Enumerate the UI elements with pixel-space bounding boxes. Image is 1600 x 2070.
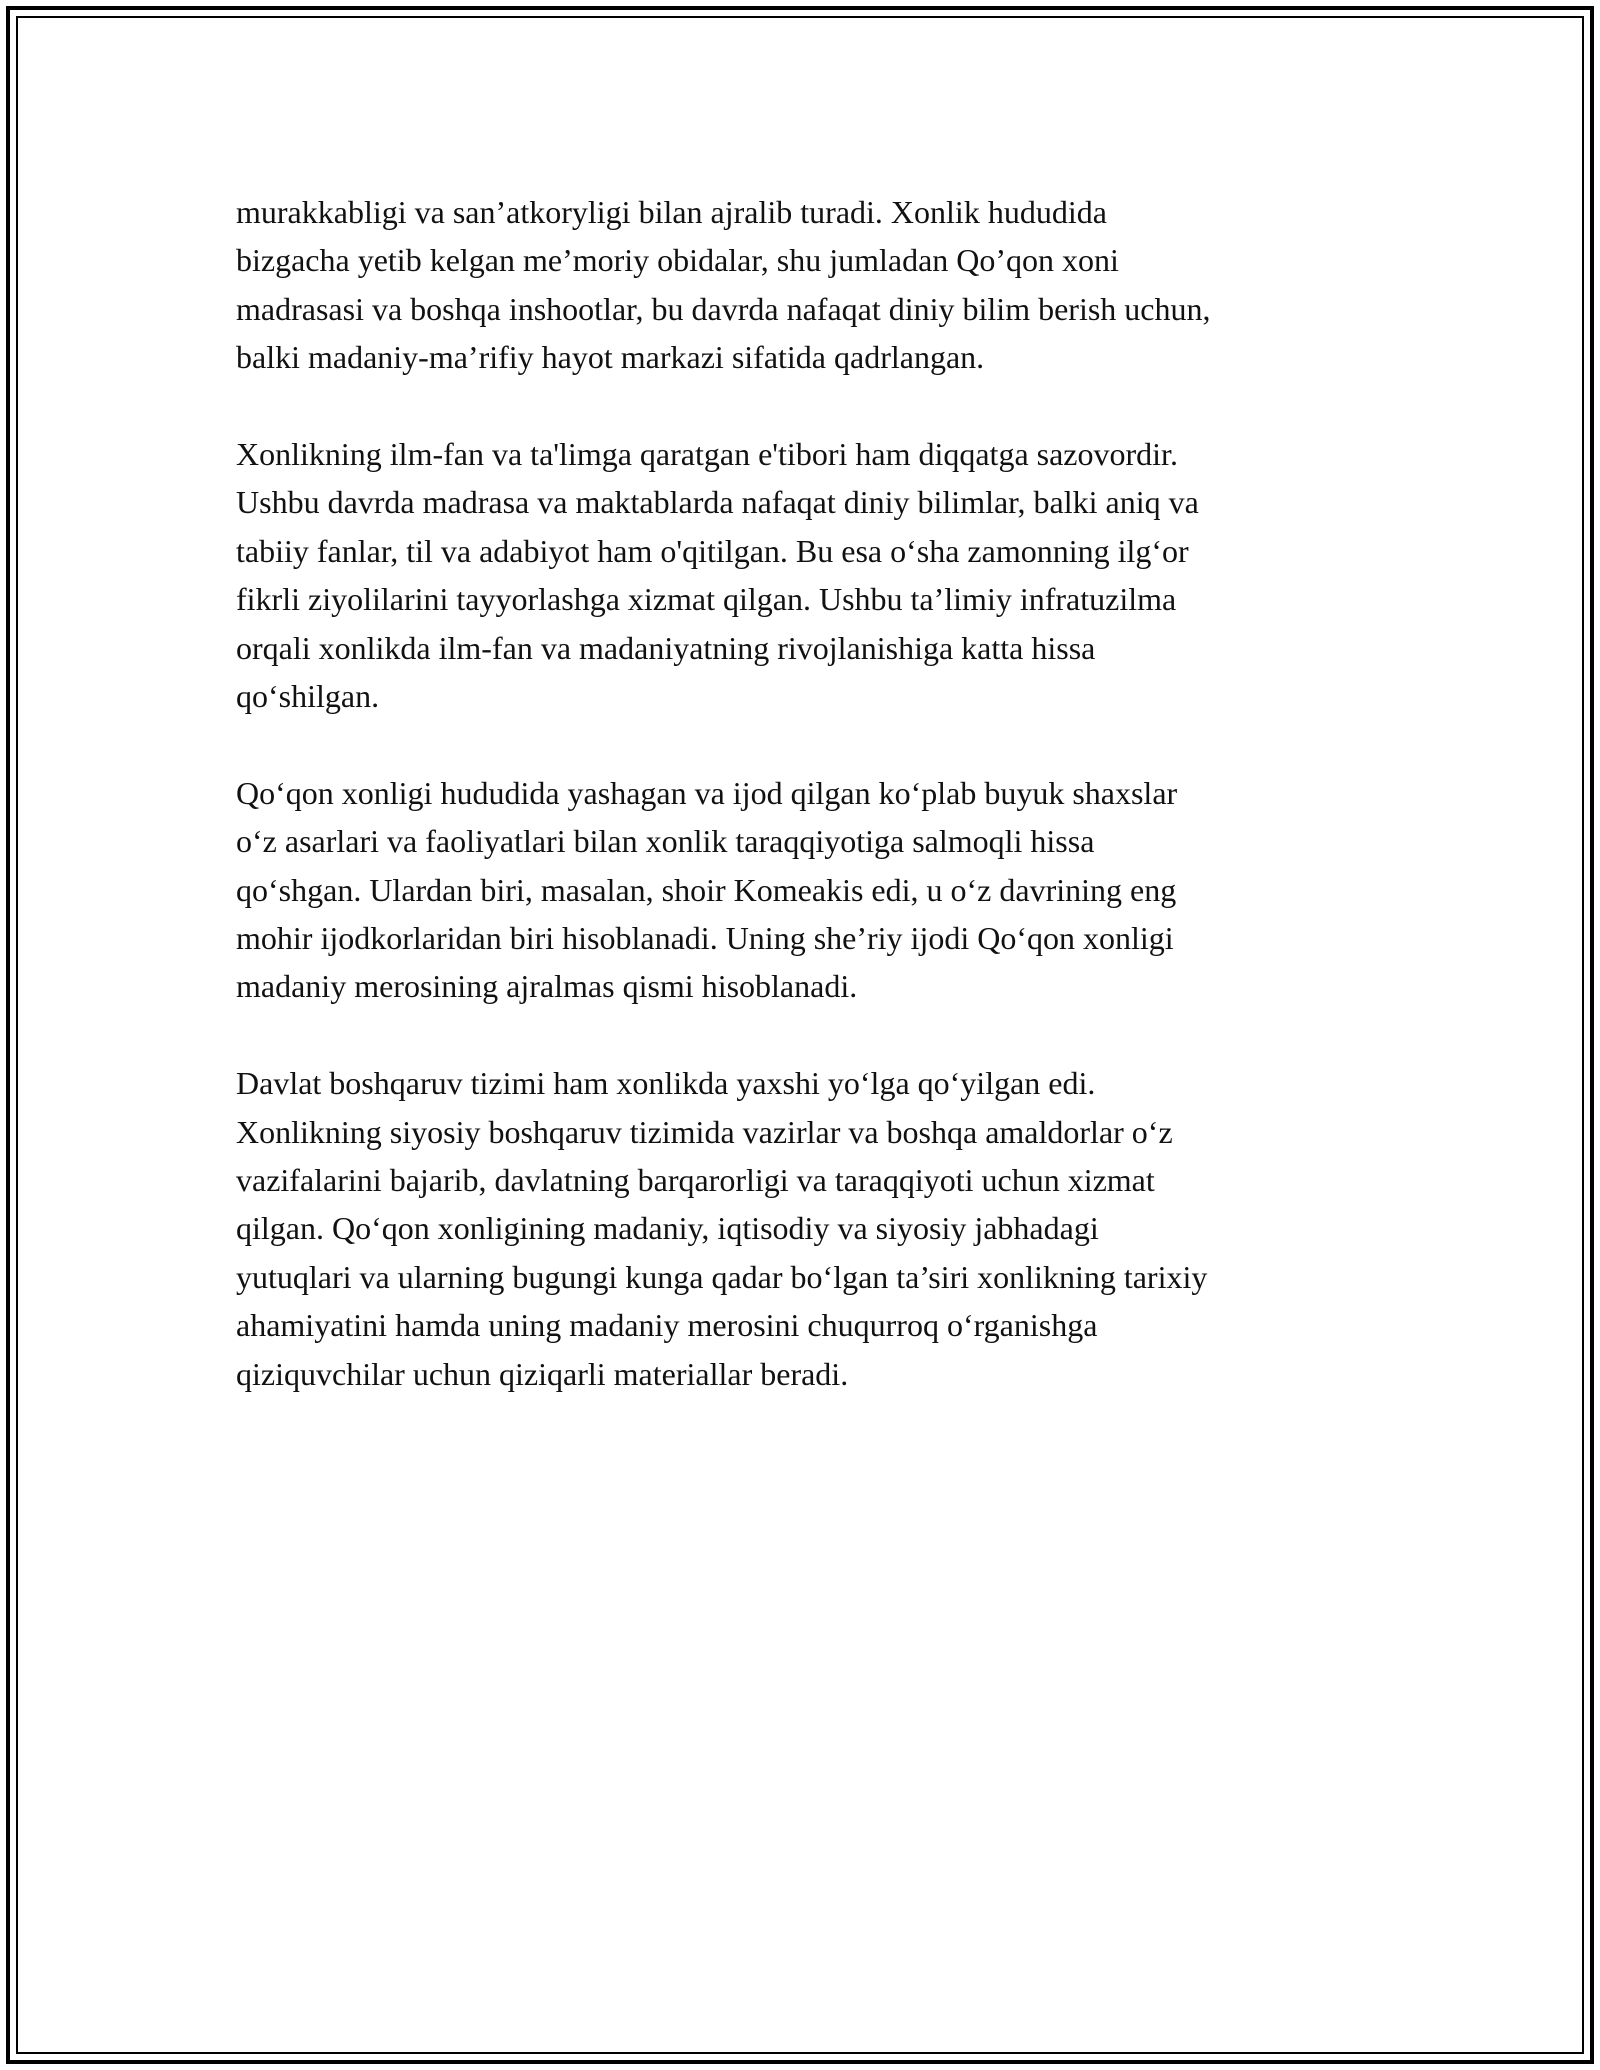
text-line: fikrli ziyolilarini tayyorlashga xizmat qilgan. Ushbu ta’limiy infratuzilma	[236, 581, 1177, 618]
text-line: qo‘shgan. Ulardan biri, masalan, shoir Komeakis edi, u o‘z davrining eng	[236, 871, 1177, 908]
text-line: o‘z asarlari va faoliyatlari bilan xonlik taraqqiyotiga salmoqli hissa	[236, 823, 1095, 860]
text-line: tabiiy fanlar, til va adabiyot ham o'qitilgan. Bu esa o‘sha zamonning ilg‘or	[236, 532, 1189, 569]
text-line: qo‘shilgan.	[236, 678, 380, 715]
text-line: orqali xonlikda ilm-fan va madaniyatning rivojlanishiga katta hissa	[236, 629, 1096, 666]
text-line: Qo‘qon xonligi hududida yashagan va ijod qilgan ko‘plab buyuk shaxslar	[236, 774, 1178, 811]
text-line: bizgacha yetib kelgan me’moriy obidalar, shu jumladan Qo’qon xoni	[236, 242, 1119, 279]
text-line: qilgan. Qo‘qon xonligining madaniy, iqtisodiy va siyosiy jabhadagi	[236, 1210, 1099, 1247]
paragraph-1	[236, 188, 1396, 382]
document-body	[236, 188, 1396, 1447]
text-line: Xonlikning siyosiy boshqaruv tizimida vazirlar va boshqa amaldorlar o‘z	[236, 1113, 1173, 1150]
text-line: qiziquvchilar uchun qiziqarli materiallar beradi.	[236, 1355, 849, 1392]
text-line: Davlat boshqaruv tizimi ham xonlikda yaxshi yo‘lga qo‘yilgan edi.	[236, 1065, 1096, 1102]
text-line: Ushbu davrda madrasa va maktablarda nafaqat diniy bilimlar, balki aniq va	[236, 484, 1199, 521]
text-line: Xonlikning ilm-fan va ta'limga qaratgan e'tibori ham diqqatga sazovordir.	[236, 436, 1178, 473]
paragraph-2	[236, 430, 1396, 720]
text-line: balki madaniy-ma’rifiy hayot markazi sifatida qadrlangan.	[236, 339, 985, 376]
paragraph-4	[236, 1059, 1396, 1398]
text-line: murakkabligi va san’atkoryligi bilan ajralib turadi. Xonlik hududida	[236, 194, 1107, 230]
text-line: madaniy merosining ajralmas qismi hisoblanadi.	[236, 968, 858, 1005]
paragraph-3	[236, 769, 1396, 1011]
text-line: mohir ijodkorlaridan biri hisoblanadi. Uning she’riy ijodi Qo‘qon xonligi	[236, 920, 1174, 957]
text-line: madrasasi va boshqa inshootlar, bu davrda nafaqat diniy bilim berish uchun,	[236, 290, 1211, 327]
text-line: yutuqlari va ularning bugungi kunga qadar bo‘lgan ta’siri xonlikning tarixiy	[236, 1258, 1208, 1295]
text-line: ahamiyatini hamda uning madaniy merosini chuqurroq o‘rganishga	[236, 1307, 1098, 1344]
text-line: vazifalarini bajarib, davlatning barqarorligi va taraqqiyoti uchun xizmat	[236, 1162, 1155, 1199]
